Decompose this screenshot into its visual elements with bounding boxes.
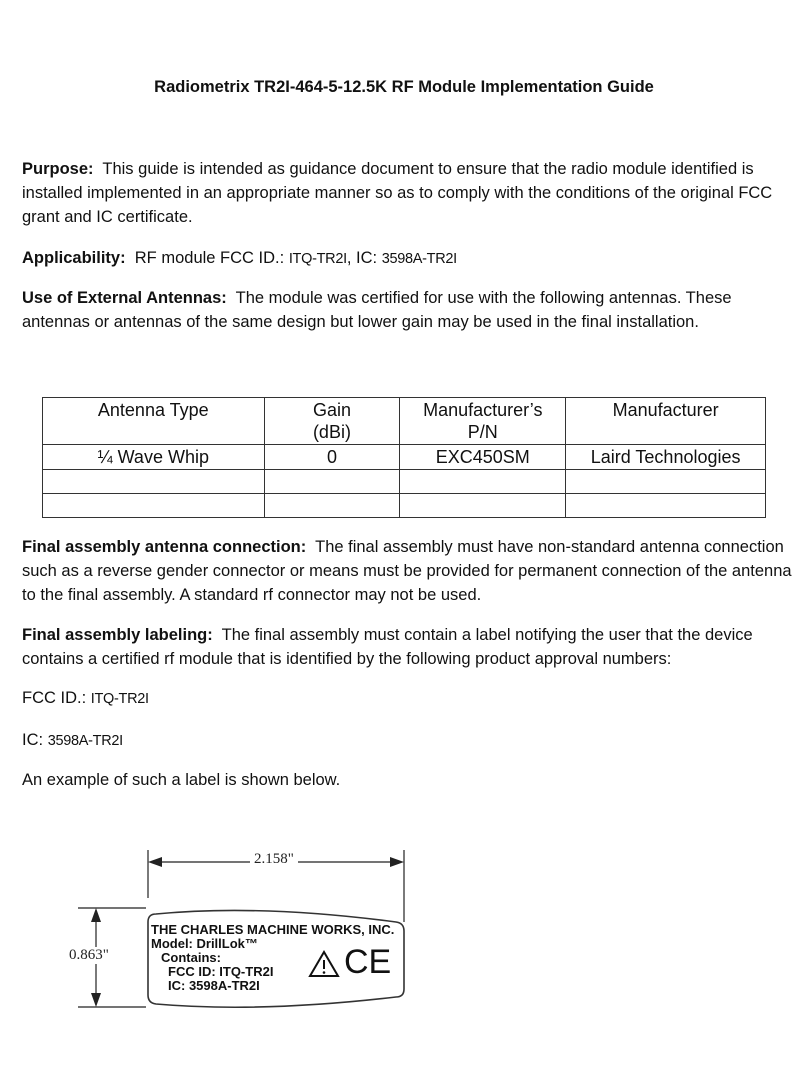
table-row-empty: [43, 494, 766, 518]
width-arrow-left: [148, 857, 162, 867]
table-header-row: [43, 398, 766, 445]
header-part-number: [400, 398, 566, 445]
table-row: [43, 445, 766, 470]
cell-antenna-type: ¼ Wave Whip: [43, 445, 265, 470]
cell-gain: 0: [264, 445, 400, 470]
antenna-connection-text: The final assembly must have non-standard antenna connection such as a reverse gender connector or means must be provided for permanent connection of the antenna to the final assembly. A standard rf connector may not be used.: [22, 538, 792, 604]
empty-cell: [43, 470, 265, 494]
purpose-text: This guide is intended as guidance document to ensure that the radio module identified is installed implemented in an appropriate manner so as to comply with the conditions of the original FCC grant and IC certificate.: [22, 160, 773, 226]
antenna-table: [42, 397, 766, 518]
empty-cell: [566, 494, 766, 518]
antenna-connection-heading: Final assembly antenna connection:: [22, 538, 307, 556]
label-model: Model: DrillLok™: [151, 936, 258, 951]
applicability-heading: Applicability:: [22, 249, 126, 267]
labeling-paragraph: [22, 623, 797, 671]
header-pn-line2: P/N: [467, 422, 498, 442]
applicability-prefix: RF module FCC ID.:: [134, 249, 285, 267]
header-gain: [264, 398, 400, 445]
empty-cell: [264, 470, 400, 494]
header-gain-line2: (dBi): [312, 422, 351, 442]
label-example-figure: [60, 840, 420, 1020]
ic-line: [22, 728, 797, 753]
applicability-fcc-id: ITQ-TR2I: [288, 251, 347, 267]
external-antennas-text: The module was certified for use with the following antennas. These antennas or antennas of the same design but lower gain may be used in the final installation.: [22, 289, 732, 331]
height-dimension: 0.863": [65, 947, 113, 964]
empty-cell: [400, 494, 566, 518]
empty-cell: [400, 470, 566, 494]
header-gain-line1: Gain: [312, 400, 351, 420]
label-ic: IC: 3598A-TR2I: [168, 978, 260, 993]
empty-cell: [43, 494, 265, 518]
purpose-heading: Purpose:: [22, 160, 94, 178]
ic-prefix: IC:: [22, 731, 44, 749]
ce-mark-icon: CE: [344, 943, 392, 981]
empty-cell: [264, 494, 400, 518]
empty-cell: [566, 470, 766, 494]
ic-value: 3598A-TR2I: [47, 733, 123, 749]
fcc-id-prefix: FCC ID.:: [22, 689, 87, 707]
label-fcc-id: FCC ID: ITQ-TR2I: [168, 964, 274, 979]
fcc-id-line: [22, 686, 797, 711]
width-arrow-right: [390, 857, 404, 867]
applicability-paragraph: [22, 246, 797, 271]
purpose-paragraph: [22, 157, 797, 229]
header-pn-line1: Manufacturer’s: [423, 400, 543, 420]
labeling-text: The final assembly must contain a label notifying the user that the device contains a certified rf module that is identified by the following product approval numbers:: [22, 626, 753, 668]
labeling-heading: Final assembly labeling:: [22, 626, 213, 644]
document-title: Radiometrix TR2I-464-5-12.5K RF Module Implementation Guide: [154, 78, 654, 96]
antenna-connection-paragraph: [22, 535, 797, 607]
height-arrow-bottom: [91, 993, 101, 1007]
label-company-name: THE CHARLES MACHINE WORKS, INC.: [151, 922, 395, 937]
width-dimension: 2.158": [250, 851, 298, 868]
table-row-empty: [43, 470, 766, 494]
example-text: An example of such a label is shown below.: [22, 771, 341, 789]
external-antennas-heading: Use of External Antennas:: [22, 289, 227, 307]
applicability-ic-id: 3598A-TR2I: [381, 251, 457, 267]
cell-part-number: EXC450SM: [400, 445, 566, 470]
header-manufacturer: Manufacturer: [566, 398, 766, 445]
applicability-ic-prefix: , IC:: [346, 249, 378, 267]
external-antennas-paragraph: [22, 286, 797, 334]
fcc-id-value: ITQ-TR2I: [90, 691, 149, 707]
header-antenna-type: Antenna Type: [43, 398, 265, 445]
label-contains: Contains:: [161, 950, 221, 965]
height-arrow-top: [91, 908, 101, 922]
cell-manufacturer: Laird Technologies: [566, 445, 766, 470]
